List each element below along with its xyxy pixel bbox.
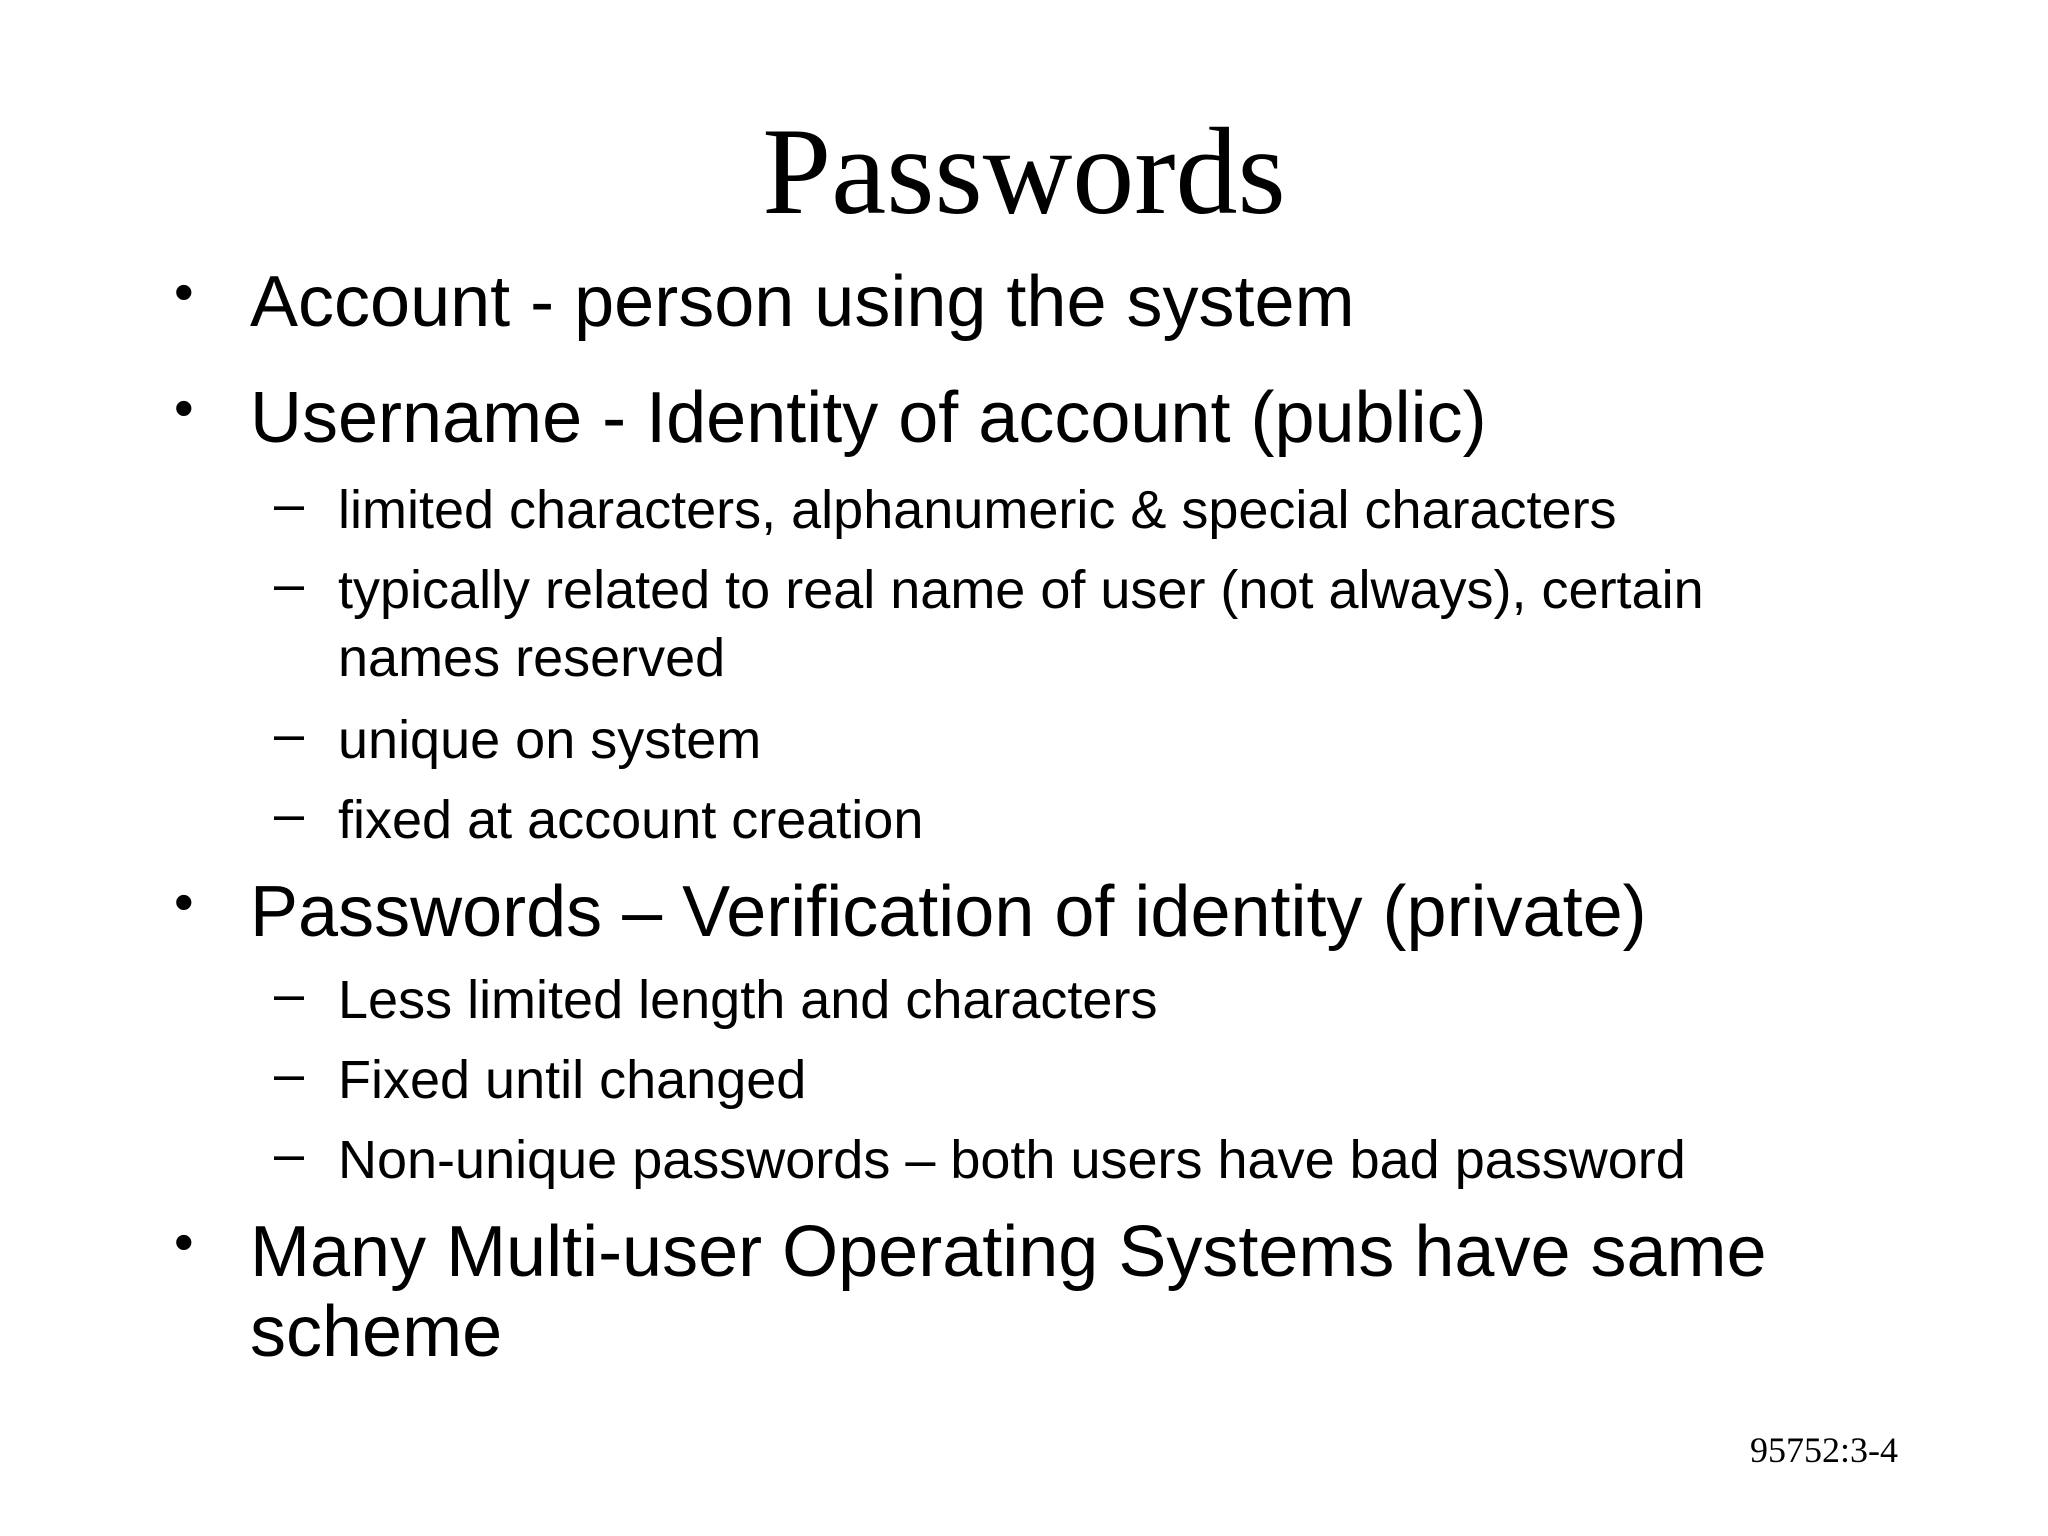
sub-item-real-name (274, 554, 1704, 624)
bullet-account (174, 260, 1355, 342)
bullet-multi-user (174, 1210, 1767, 1292)
sub-item-fixed-until-changed (274, 1044, 807, 1114)
bullet-text: Account - person using the system (250, 262, 1355, 342)
sub-item-non-unique (274, 1124, 1686, 1194)
dash-icon: – (274, 554, 305, 614)
sub-item-text: Fixed until changed (338, 1050, 807, 1110)
sub-item-text: fixed at account creation (338, 790, 924, 850)
sub-item-text: typically related to real name of user (not always), certain (338, 560, 1704, 620)
bullet-icon: • (174, 870, 194, 933)
dash-icon: – (274, 1044, 305, 1104)
sub-item-text: Less limited length and characters (338, 970, 1158, 1030)
bullet-icon: • (174, 260, 194, 323)
bullet-icon: • (174, 1210, 194, 1273)
bullet-text: Many Multi-user Operating Systems have same (250, 1212, 1767, 1292)
bullet-multi-user-continued (250, 1292, 502, 1372)
bullet-text: scheme (250, 1292, 503, 1372)
sub-item-fixed-creation (274, 784, 924, 854)
sub-item-text: limited characters, alphanumeric & special characters (338, 480, 1617, 540)
dash-icon: – (274, 964, 305, 1024)
bullet-passwords (174, 870, 1647, 952)
sub-item-limited-characters (274, 474, 1617, 544)
sub-item-text: unique on system (338, 710, 762, 770)
slide-title: Passwords (762, 103, 1286, 240)
bullet-username (174, 376, 1487, 458)
bullet-icon: • (174, 376, 194, 439)
sub-item-text: names reserved (338, 628, 726, 688)
sub-item-real-name-continued (338, 624, 725, 692)
dash-icon: – (274, 1124, 305, 1184)
slide-footer-code: 95752:3-4 (1750, 1430, 1898, 1470)
dash-icon: – (274, 704, 305, 764)
sub-item-unique (274, 704, 762, 774)
dash-icon: – (274, 784, 305, 844)
dash-icon: – (274, 474, 305, 534)
sub-item-text: Non-unique passwords – both users have bad password (338, 1130, 1686, 1190)
bullet-text: Passwords – Verification of identity (private) (250, 872, 1647, 952)
bullet-text: Username - Identity of account (public) (250, 378, 1487, 458)
sub-item-less-limited (274, 964, 1158, 1034)
